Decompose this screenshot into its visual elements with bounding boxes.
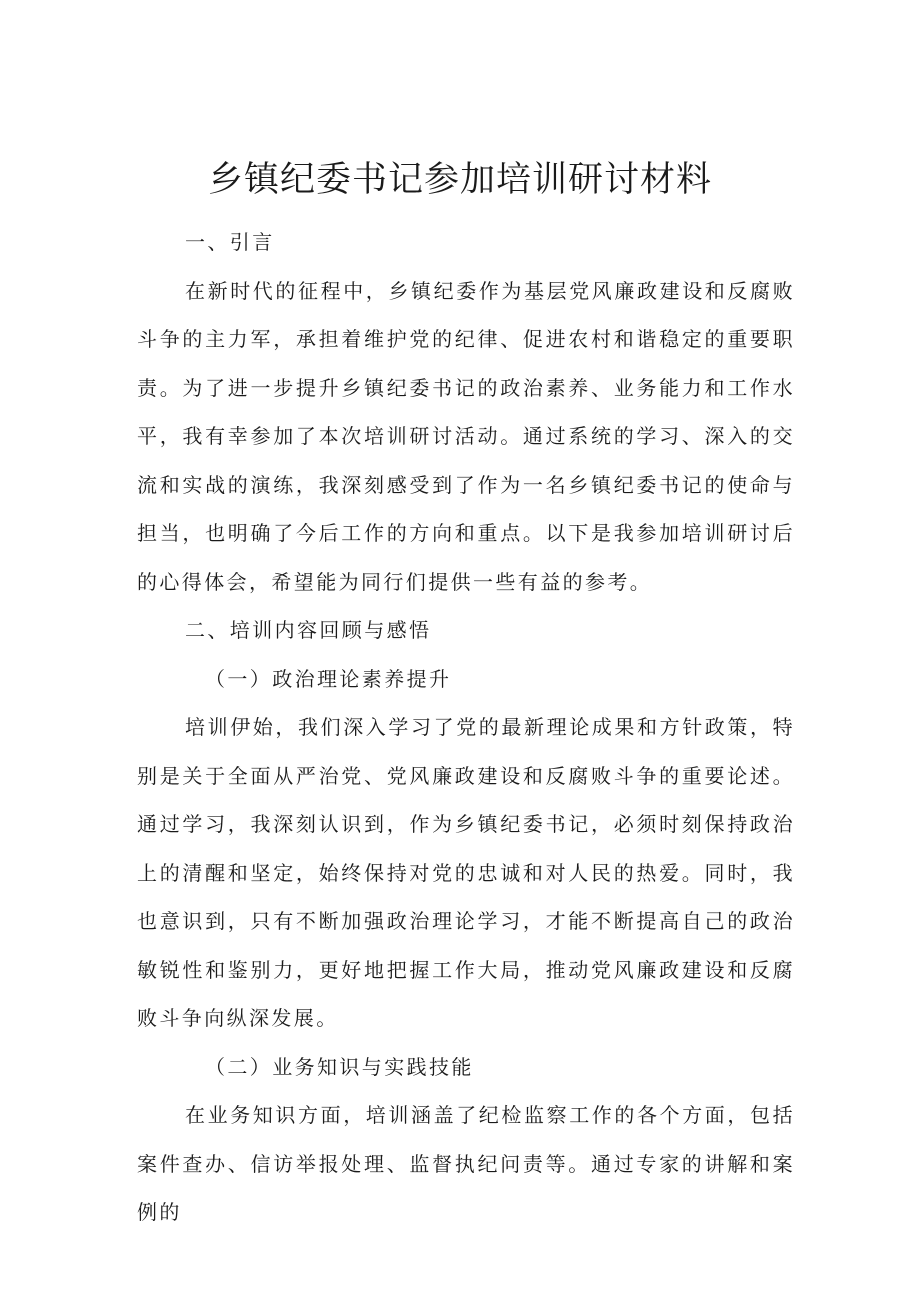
section-heading-review: 二、培训内容回顾与感悟 bbox=[185, 618, 432, 642]
paragraph-business: 在业务知识方面，培训涵盖了纪检监察工作的各个方面，包括案件查办、信访举报处理、监督执纪问责等。通过专家的讲解和案例的 bbox=[137, 1103, 795, 1224]
subsection-heading-political: （一）政治理论素养提升 bbox=[205, 666, 452, 691]
paragraph-political: 培训伊始，我们深入学习了党的最新理论成果和方针政策，特别是关于全面从严治党、党风廉政建设和反腐败斗争的重要论述。通过学习，我深刻认识到，作为乡镇纪委书记，必须时刻保持政治上的清醒和坚定，始终保持对党的忠诚和对人民的热爱。同时，我也意识到，只有不断加强政治理论学习，才能不断提高自己的政治敏锐性和鉴别力，更好地把握工作大局，推动党风廉政建设和反腐败斗争向纵深发展。 bbox=[137, 715, 795, 1030]
subsection-heading-business: （二）业务知识与实践技能 bbox=[205, 1054, 474, 1079]
document-body bbox=[137, 218, 795, 1237]
section-heading-intro: 一、引言 bbox=[185, 230, 275, 254]
paragraph-intro: 在新时代的征程中，乡镇纪委作为基层党风廉政建设和反腐败斗争的主力军，承担着维护党的纪律、促进农村和谐稳定的重要职责。为了进一步提升乡镇纪委书记的政治素养、业务能力和工作水平，我有幸参加了本次培训研讨活动。通过系统的学习、深入的交流和实战的演练，我深刻感受到了作为一名乡镇纪委书记的使命与担当，也明确了今后工作的方向和重点。以下是我参加培训研讨后的心得体会，希望能为同行们提供一些有益的参考。 bbox=[137, 278, 795, 594]
document-title: 乡镇纪委书记参加培训研讨材料 bbox=[207, 160, 712, 200]
